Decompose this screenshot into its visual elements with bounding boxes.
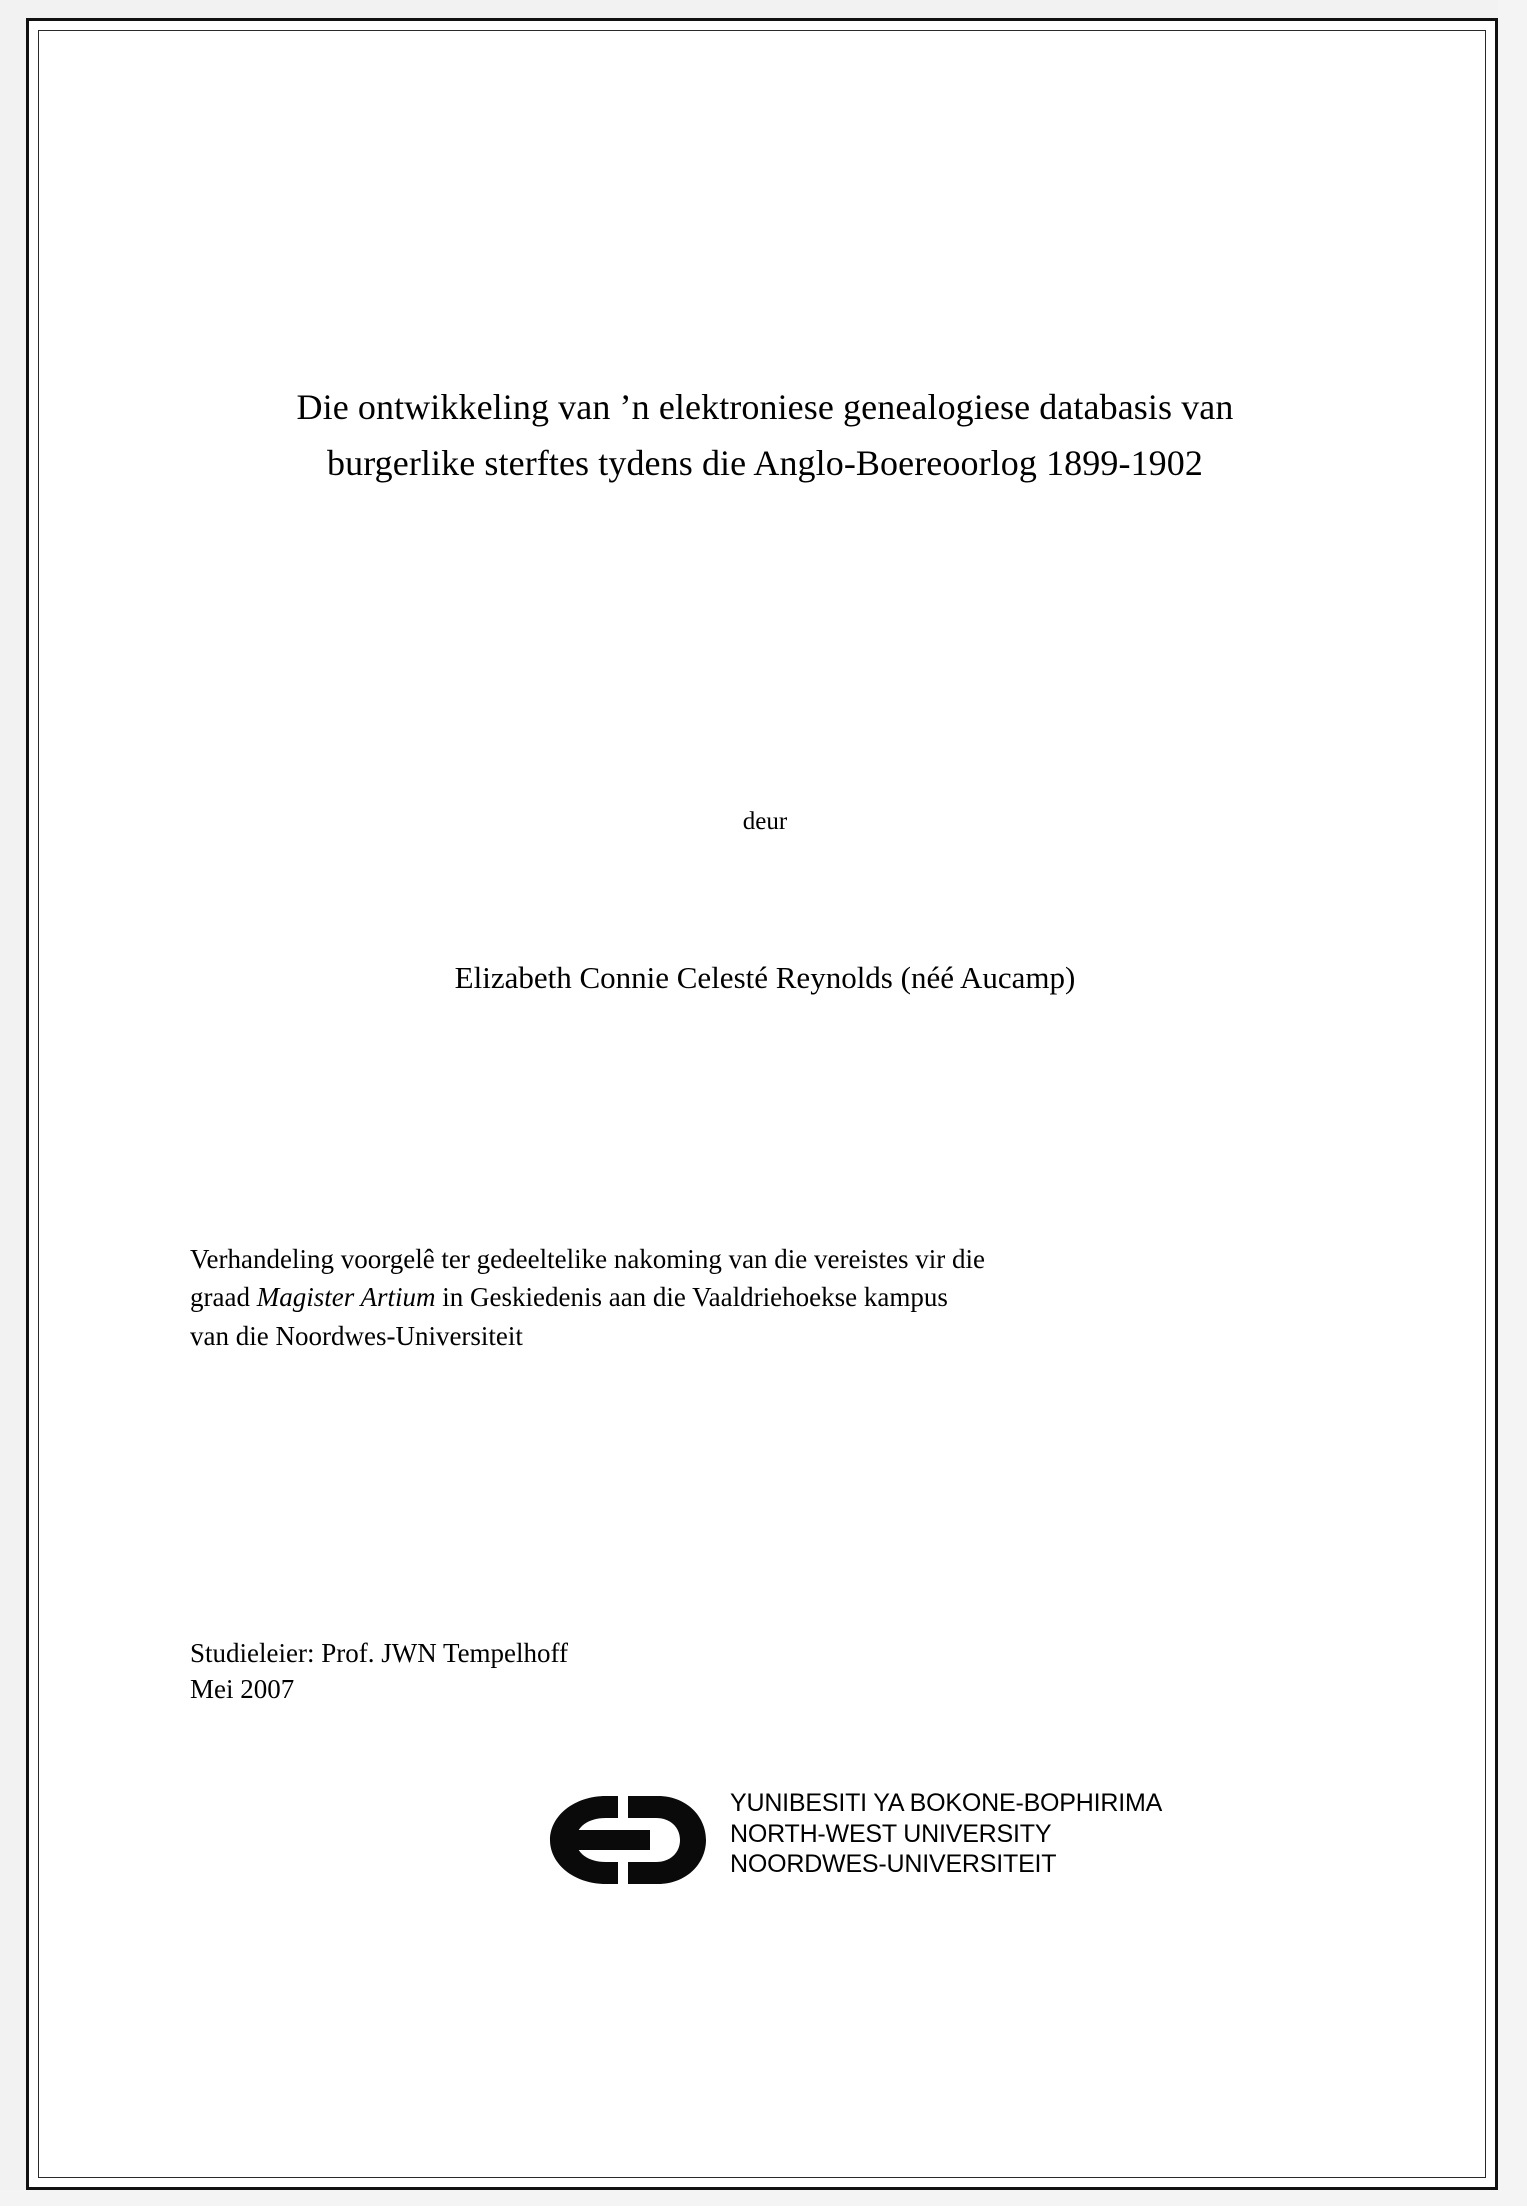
logo-text-line-2: NORTH-WEST UNIVERSITY <box>730 1819 1052 1848</box>
date-line: Mei 2007 <box>190 1674 295 1705</box>
university-logo-text <box>730 1788 1162 1880</box>
degree-name: Magister Artium <box>256 1282 436 1313</box>
degree-statement-line-2-prefix: graad <box>190 1282 257 1313</box>
scan-edge-left <box>0 0 26 2206</box>
title-page-content <box>150 60 1380 2140</box>
scan-edge-top <box>0 0 1527 18</box>
title-line-2: burgerlike sterftes tydens die Anglo-Boereoorlog 1899-1902 <box>327 442 1203 483</box>
scan-edge-bottom <box>0 2190 1527 2206</box>
page-title <box>180 380 1350 492</box>
title-line-1: Die ontwikkeling van ’n elektroniese genealogiese databasis van <box>296 387 1234 427</box>
north-west-university-logo-icon <box>540 1786 720 1894</box>
degree-statement-line-2 <box>190 1278 1340 1316</box>
supervisor-block <box>190 1635 1090 1708</box>
degree-statement-line-3: van die Noordwes-Universiteit <box>190 1320 523 1351</box>
logo-text-line-1: YUNIBESITI YA BOKONE-BOPHIRIMA <box>730 1789 1163 1817</box>
logo-text-line-3: NOORDWES-UNIVERSITEIT <box>730 1850 1057 1878</box>
degree-statement-line-1: Verhandeling voorgelê ter gedeeltelike nakoming van die vereistes vir die <box>190 1244 985 1274</box>
supervisor-line: Studieleier: Prof. JWN Tempelhoff <box>190 1638 569 1668</box>
degree-statement-line-2-suffix: in Geskiedenis aan die Vaaldriehoekse kampus <box>435 1282 948 1313</box>
university-logo <box>540 1782 1240 1912</box>
scan-edge-right <box>1498 0 1527 2206</box>
author-name: Elizabeth Connie Celesté Reynolds (néé Aucamp) <box>454 960 1076 995</box>
degree-statement <box>190 1240 1340 1355</box>
by-label: deur <box>742 808 788 835</box>
